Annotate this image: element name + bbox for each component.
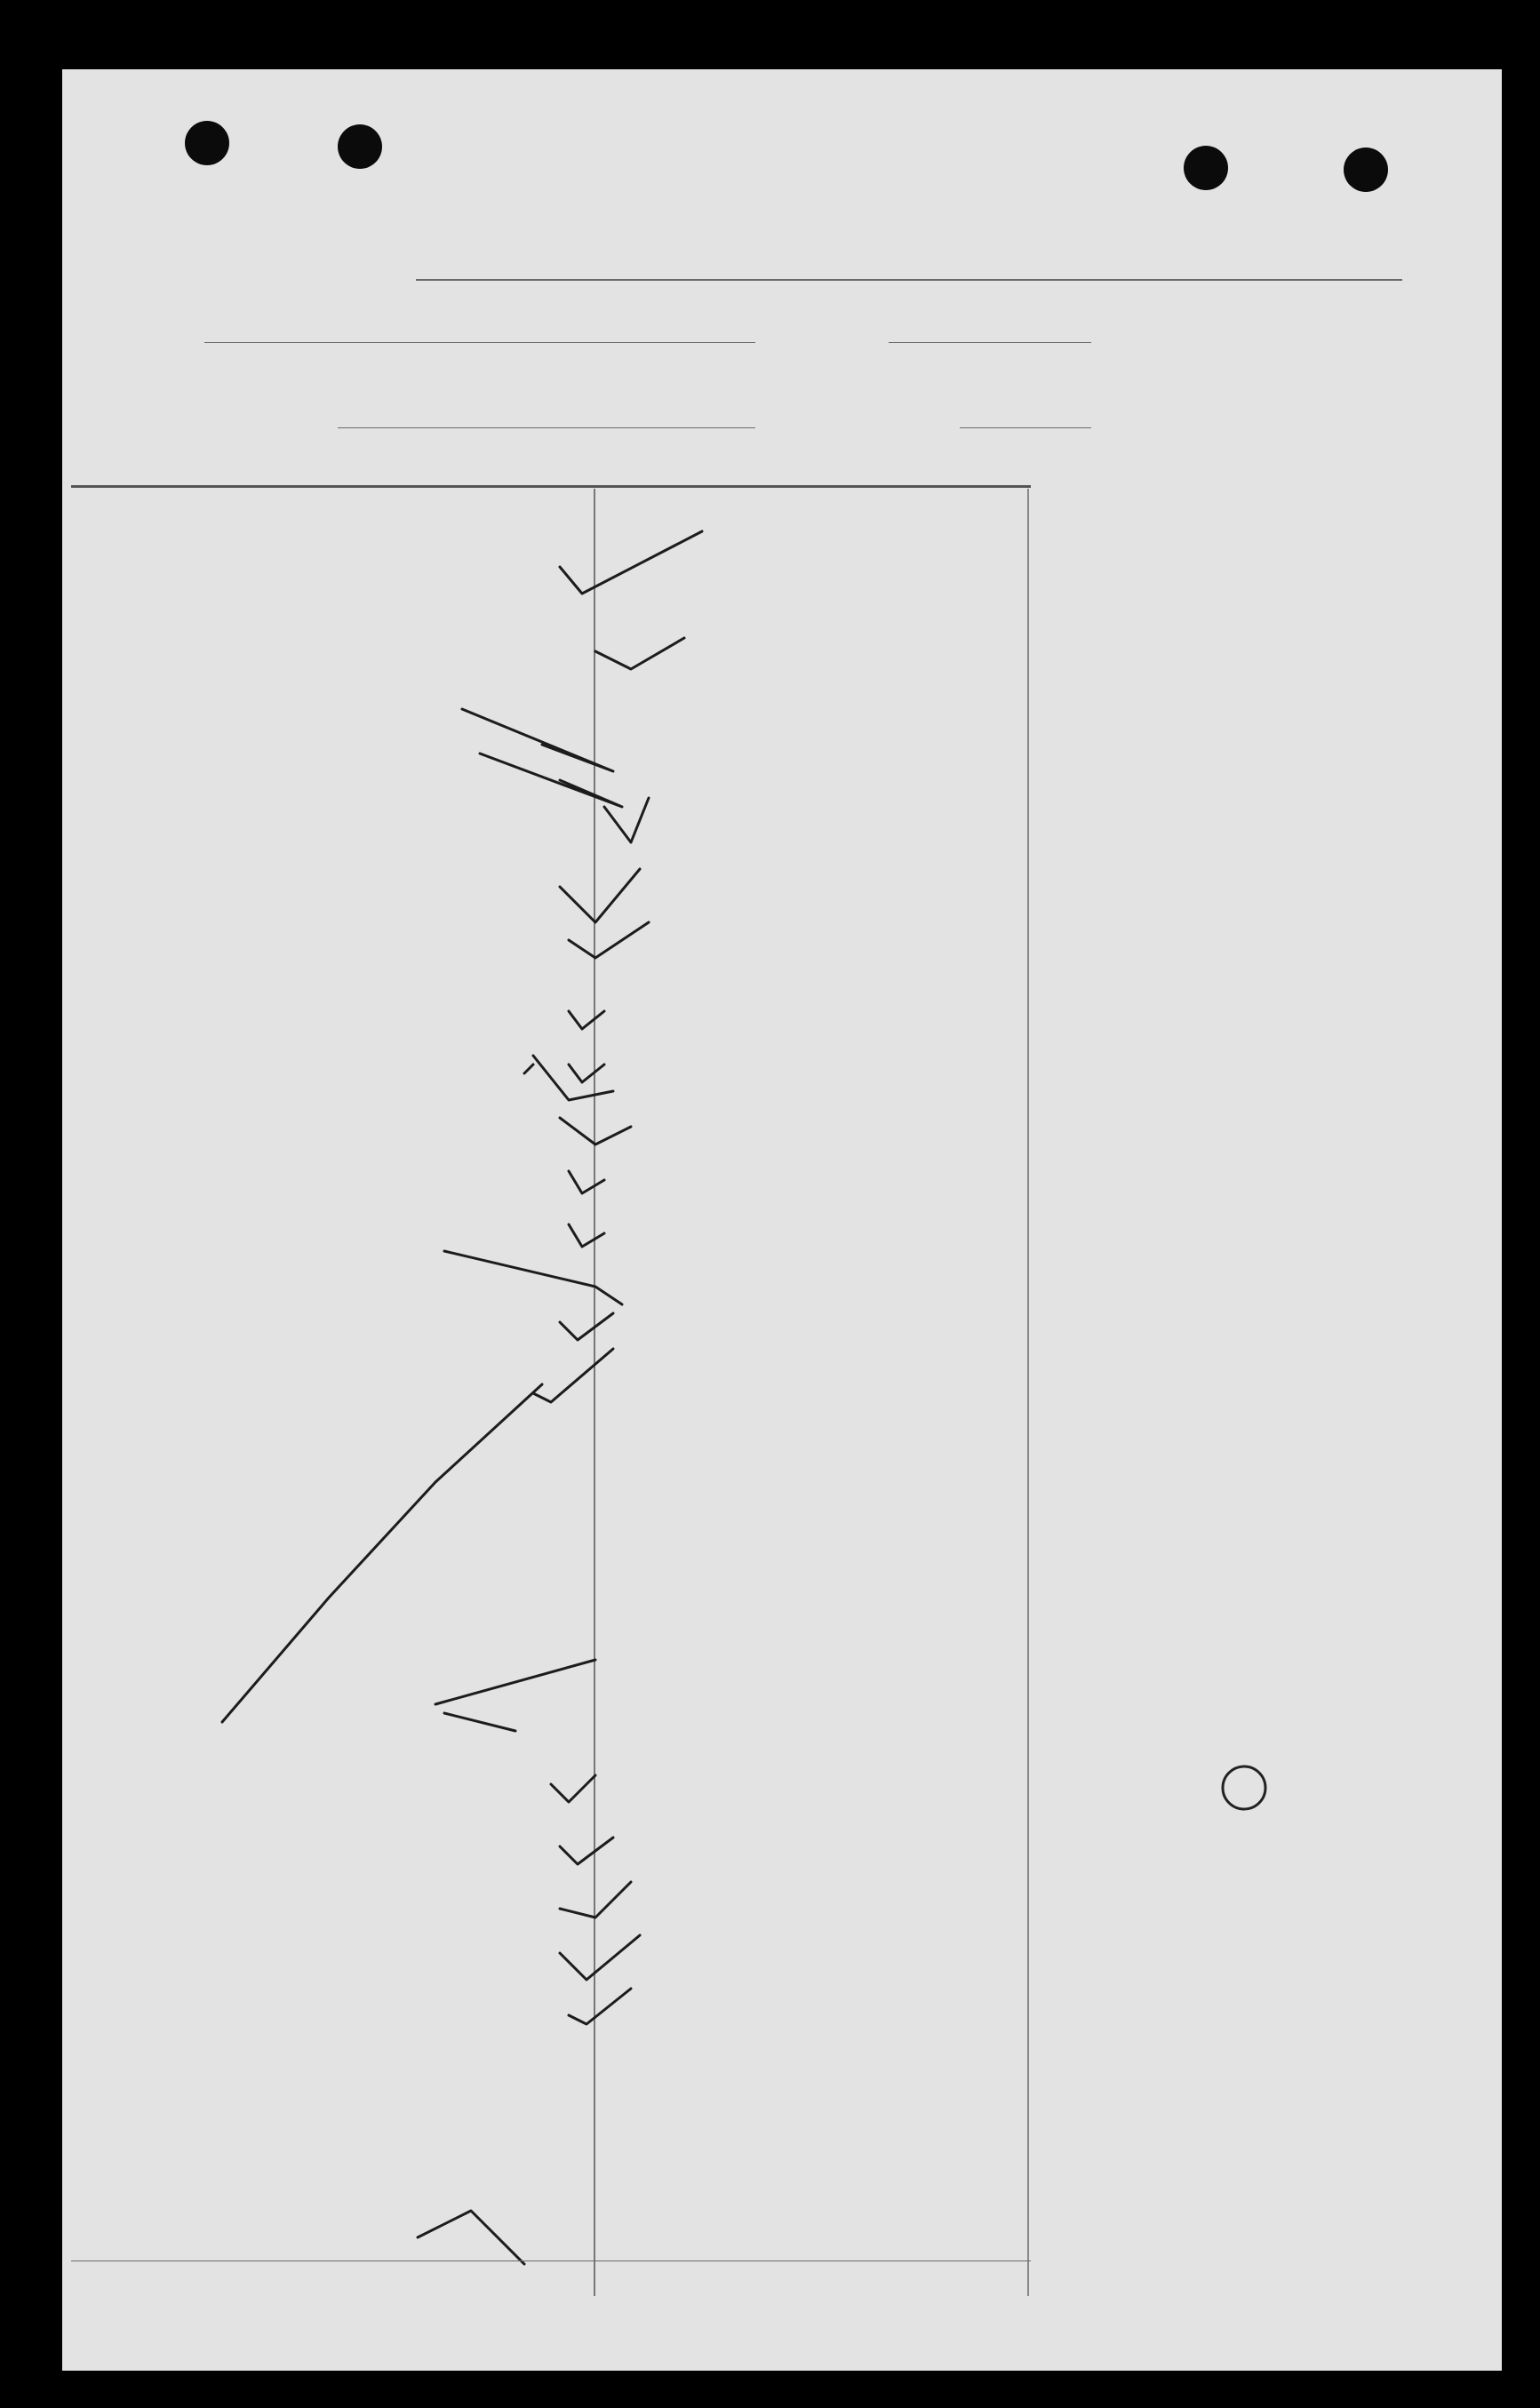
handwritten-check-marks	[62, 69, 1502, 2371]
footer-rule	[71, 2260, 1031, 2261]
manifest-page	[62, 69, 1502, 2371]
